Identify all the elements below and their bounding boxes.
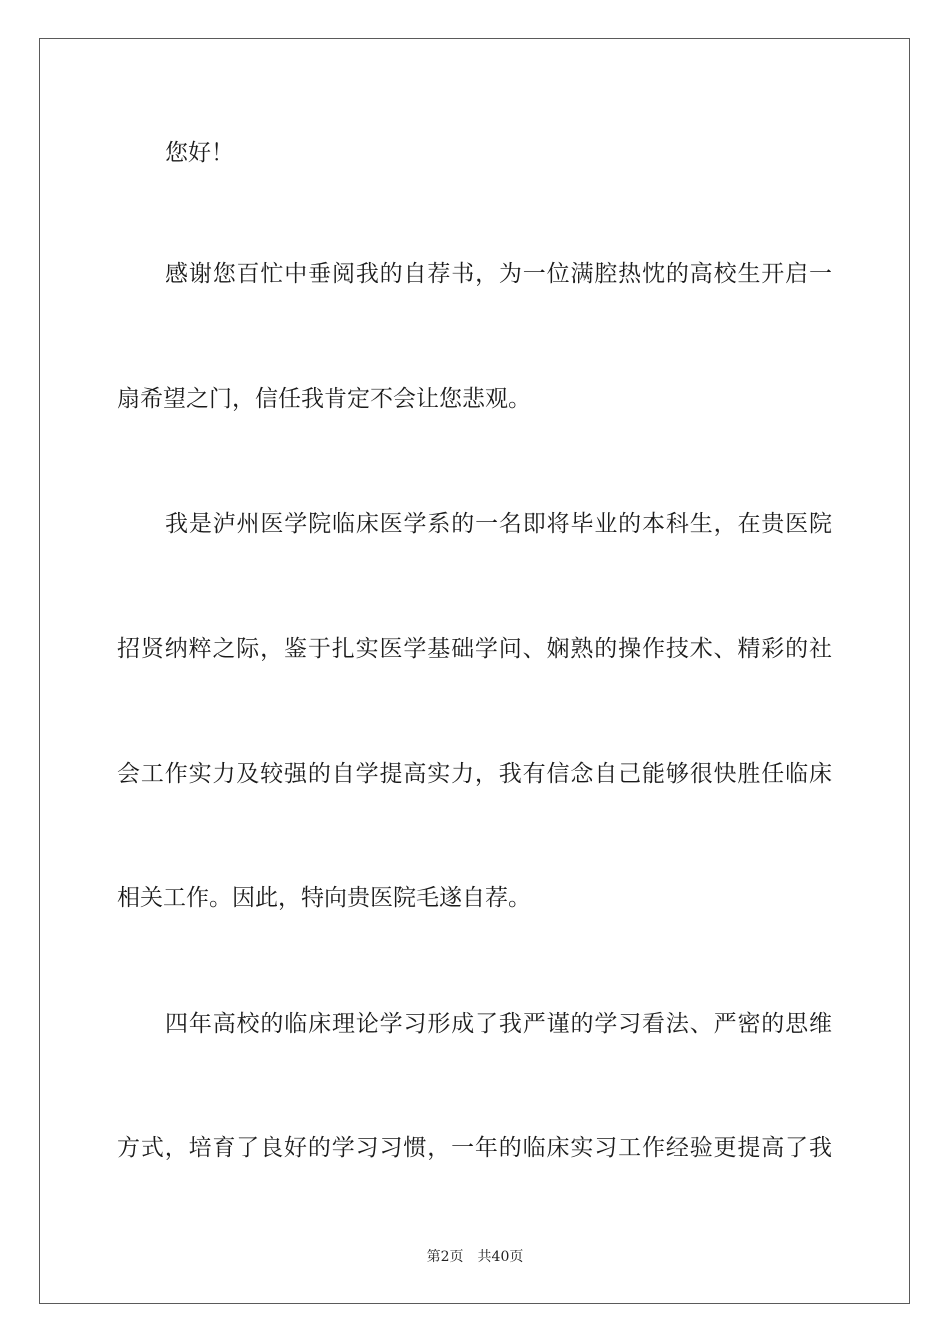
body-line-8: 方式，培育了良好的学习习惯，一年的临床实习工作经验更提高了我 [117,1135,832,1161]
body-line-3: 我是泸州医学院临床医学系的一名即将毕业的本科生，在贵医院 [165,511,832,537]
salutation-line: 您好！ [165,140,234,166]
body-line-1: 感谢您百忙中垂阅我的自荐书，为一位满腔热忱的高校生开启一 [165,261,832,287]
page-border [39,38,910,1304]
body-line-7: 四年高校的临床理论学习形成了我严谨的学习看法、严密的思维 [165,1011,832,1037]
body-line-2: 扇希望之门，信任我肯定不会让您悲观。 [117,386,531,412]
page-number: 第2页 [426,1249,464,1265]
body-line-5: 会工作实力及较强的自学提高实力，我有信念自己能够很快胜任临床 [117,761,832,787]
page-footer [0,1247,950,1267]
body-line-4: 招贤纳粹之际，鉴于扎实医学基础学问、娴熟的操作技术、精彩的社 [117,636,832,662]
body-line-6: 相关工作。因此，特向贵医院毛遂自荐。 [117,885,531,911]
page-total: 共40页 [477,1249,524,1265]
